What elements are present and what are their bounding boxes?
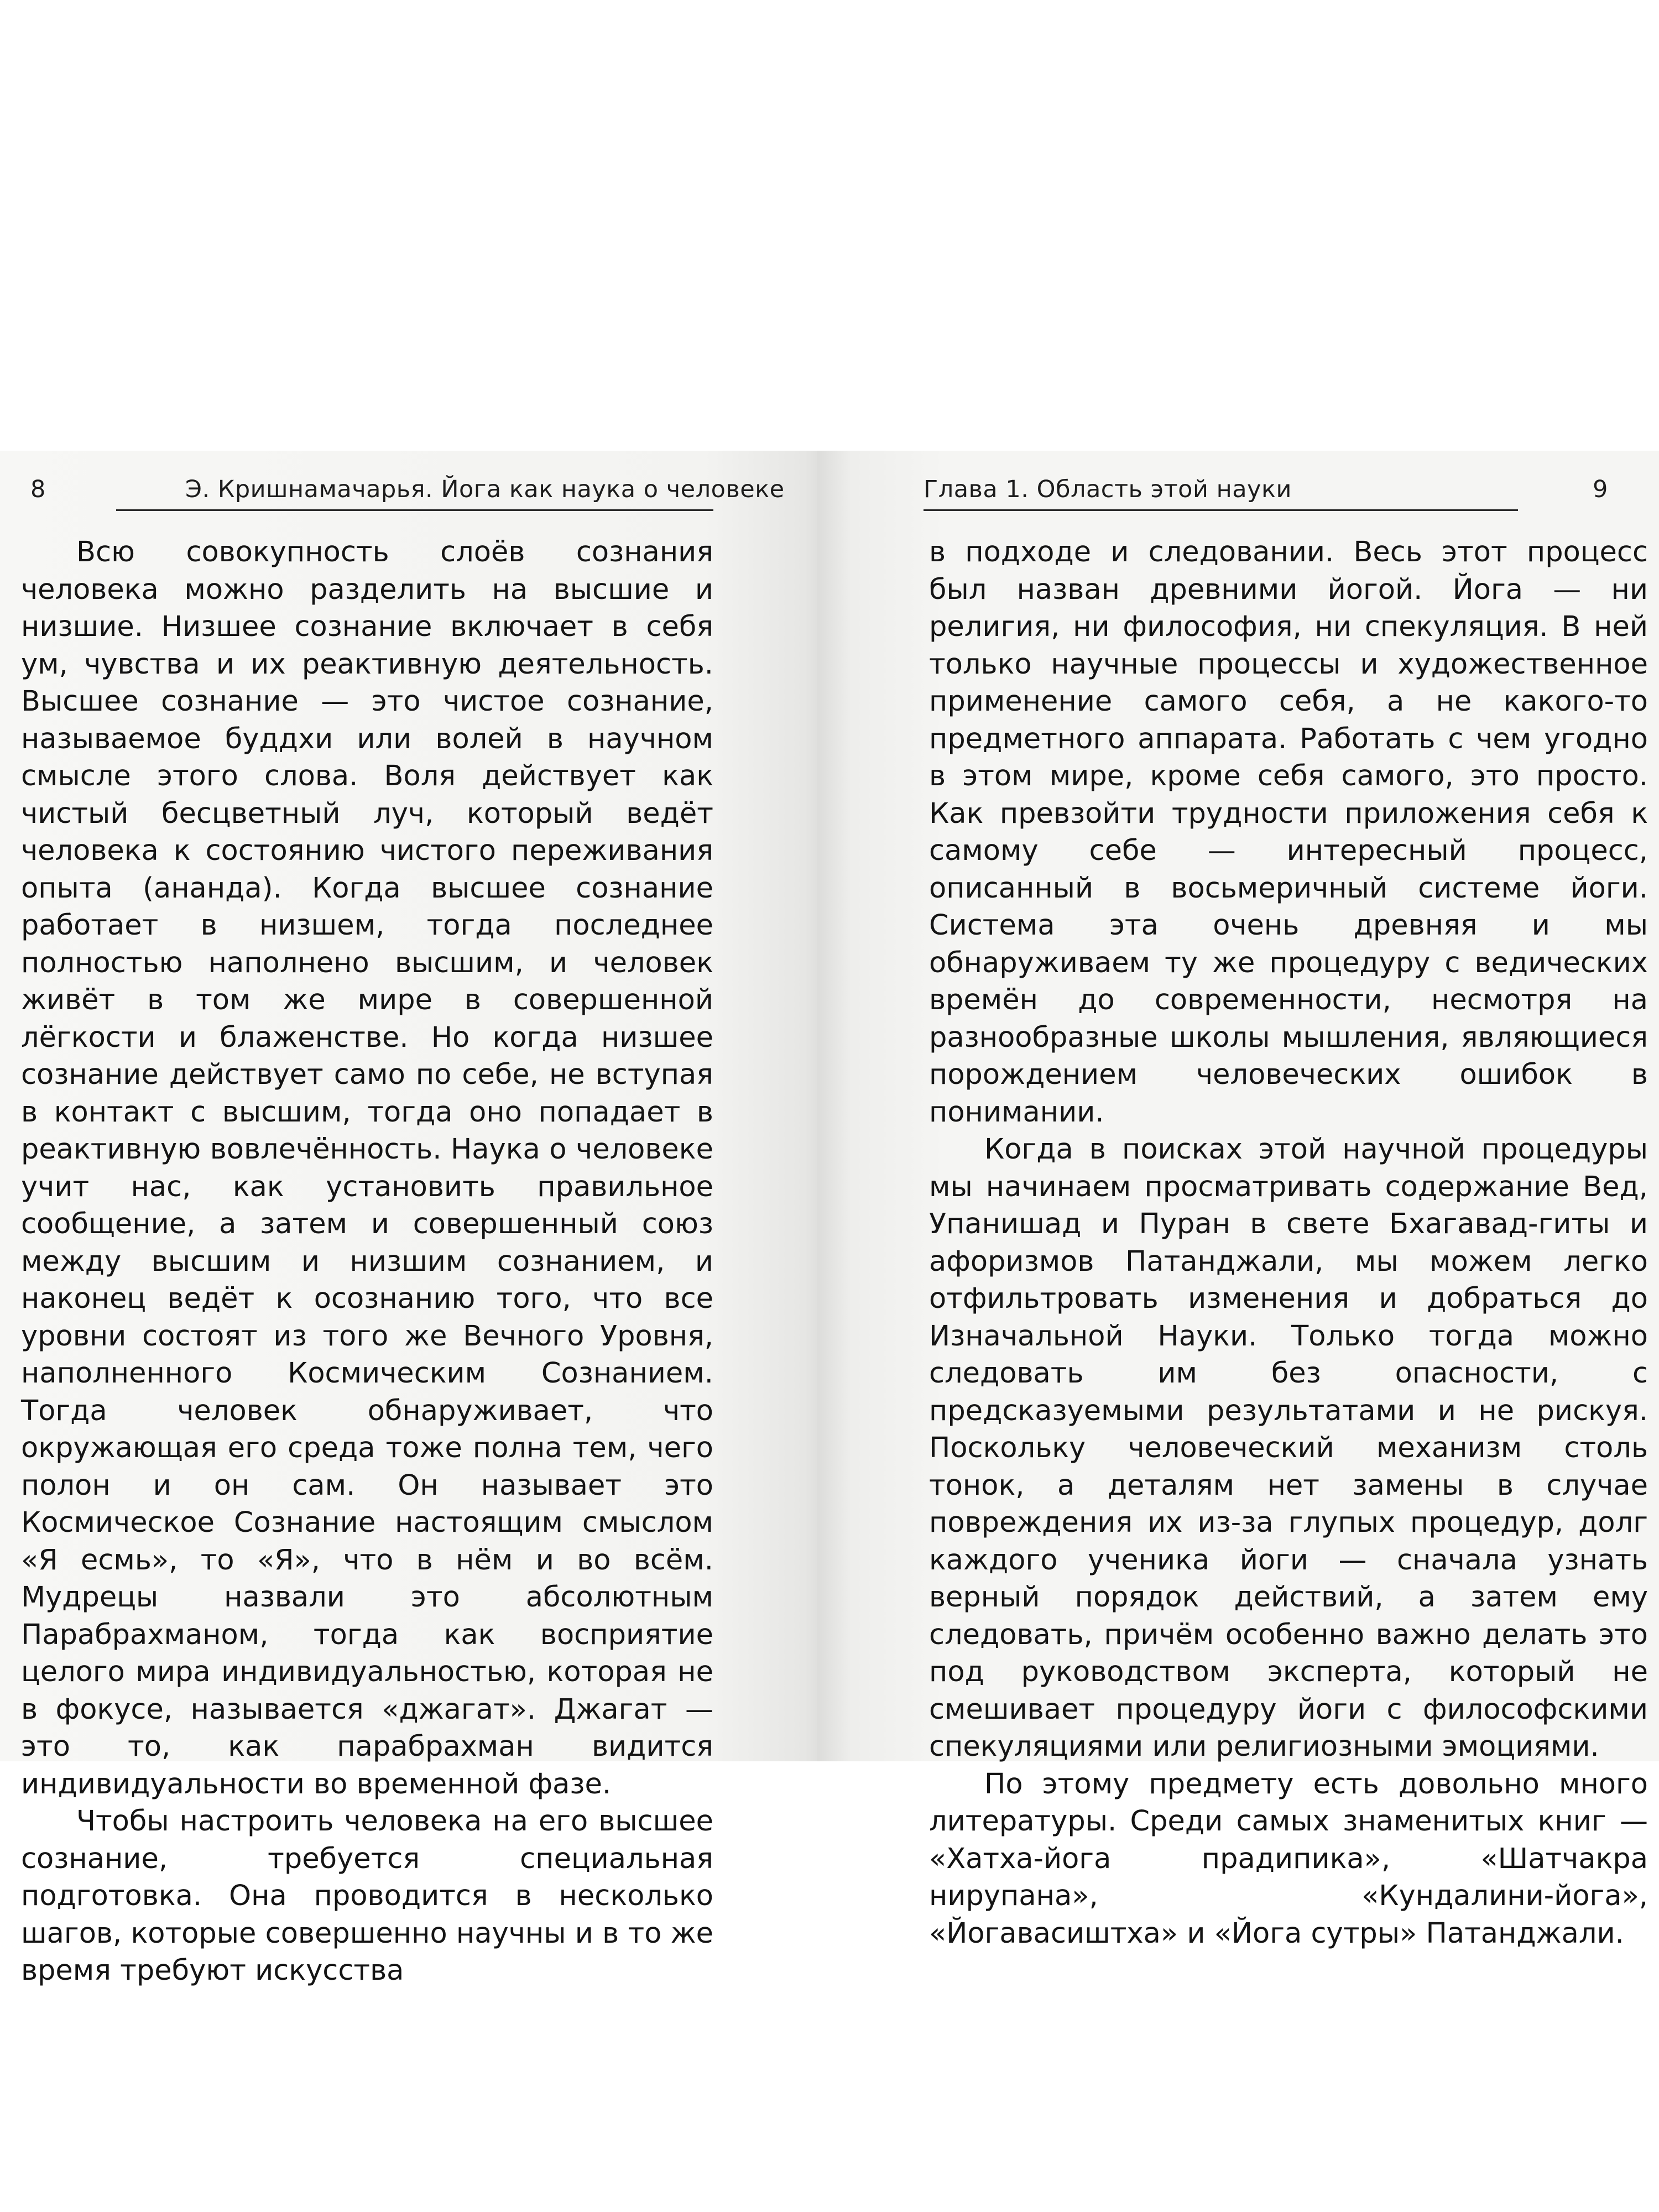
right-body-text	[929, 534, 1648, 1952]
right-paragraph-1: в подходе и следовании. Весь этот процесс был назван древними йогой. Йога — ни религия, ни философия, ни спекуляция. В ней только научные процессы и художественное применение самого себя, а не какого-то предметного аппарата. Работать с чем угодно в этом мире, кроме себя самого, это просто. Как превзойти трудности приложения себя к самому себе — интересный процесс, описанный в восьмеричный системе йоги. Система эта очень древняя и мы обнаруживаем ту же процедуру с ведических времён до современности, несмотря на разнообразные школы мышления, являющиеся порождением человеческих ошибок в понимании.	[929, 536, 1648, 1129]
right-header-rule	[924, 509, 1518, 511]
left-header-rule	[116, 509, 713, 511]
right-paragraph-2: Когда в поисках этой научной процедуры мы начинаем просматривать содержание Вед, Упанишад и Пуран в свете Бхагавад-гиты и афоризмов Патанджали, мы можем легко отфильтровать изменения и добраться до Изначальной Науки. Только тогда можно следовать им без опасности, с предсказуемыми результатами и не рискуя. Поскольку человеческий механизм столь тонок, а деталям нет замены в случае повреждения их из-за глупых процедур, долг каждого ученика йоги — сначала узнать верный порядок действий, а затем ему следовать, причём особенно важно делать это под руководством эксперта, который не смешивает процедуру йоги с философскими спекуляциями или религиозными эмоциями.	[929, 1133, 1648, 1763]
left-page-number: 8	[30, 476, 46, 503]
left-running-head: Э. Кришнамачарья. Йога как наука о человеке	[185, 476, 785, 503]
left-paragraph-1: Всю совокупность слоёв сознания человека можно разделить на высшие и низшие. Низшее сознание включает в себя ум, чувства и их реактивную деятельность. Высшее сознание — это чистое сознание, называемое буддхи или волей в научном смысле этого слова. Воля действует как чистый бесцветный луч, который ведёт человека к состоянию чистого переживания опыта (ананда). Когда высшее сознание работает в низшем, тогда последнее полностью наполнено высшим, и человек живёт в том же мире в совершенной лёгкости и блаженстве. Но когда низшее сознание действует само по себе, не вступая в контакт с высшим, тогда оно попадает в реактивную вовлечённость. Наука о человеке учит нас, как установить правильное сообщение, а затем и совершенный союз между высшим и низшим сознанием, и наконец ведёт к осознанию того, что все уровни состоят из того же Вечного Уровня, наполненного Космическим Сознанием. Тогда человек обнаруживает, что окружающая его среда тоже полна тем, чего полон и он сам. Он называет это Космическое Сознание настоящим смыслом «Я есмь», то «Я», что в нём и во всём. Мудрецы назвали это абсолютным Парабрахманом, тогда как восприятие целого мира индивидуальностью, которая не в фокусе, называется «джагат». Джагат — это то, как парабрахман видится индивидуальности во временной фазе.	[21, 536, 713, 1801]
left-paragraph-2: Чтобы настроить человека на его высшее сознание, требуется специальная подготовка. Она проводится в несколько шагов, которые совершенно научны и в то же время требуют искусства	[21, 1805, 713, 1987]
right-paragraph-3: По этому предмету есть довольно много литературы. Среди самых знаменитых книг — «Хатха-йога прадипика», «Шатчакра нирупана», «Кундалини-йога», «Йогавасиштха» и «Йога сутры» Патанджали.	[929, 1767, 1648, 1950]
right-page-number: 9	[1593, 476, 1608, 503]
right-running-head: Глава 1. Область этой науки	[924, 476, 1292, 503]
left-body-text	[21, 534, 713, 1990]
